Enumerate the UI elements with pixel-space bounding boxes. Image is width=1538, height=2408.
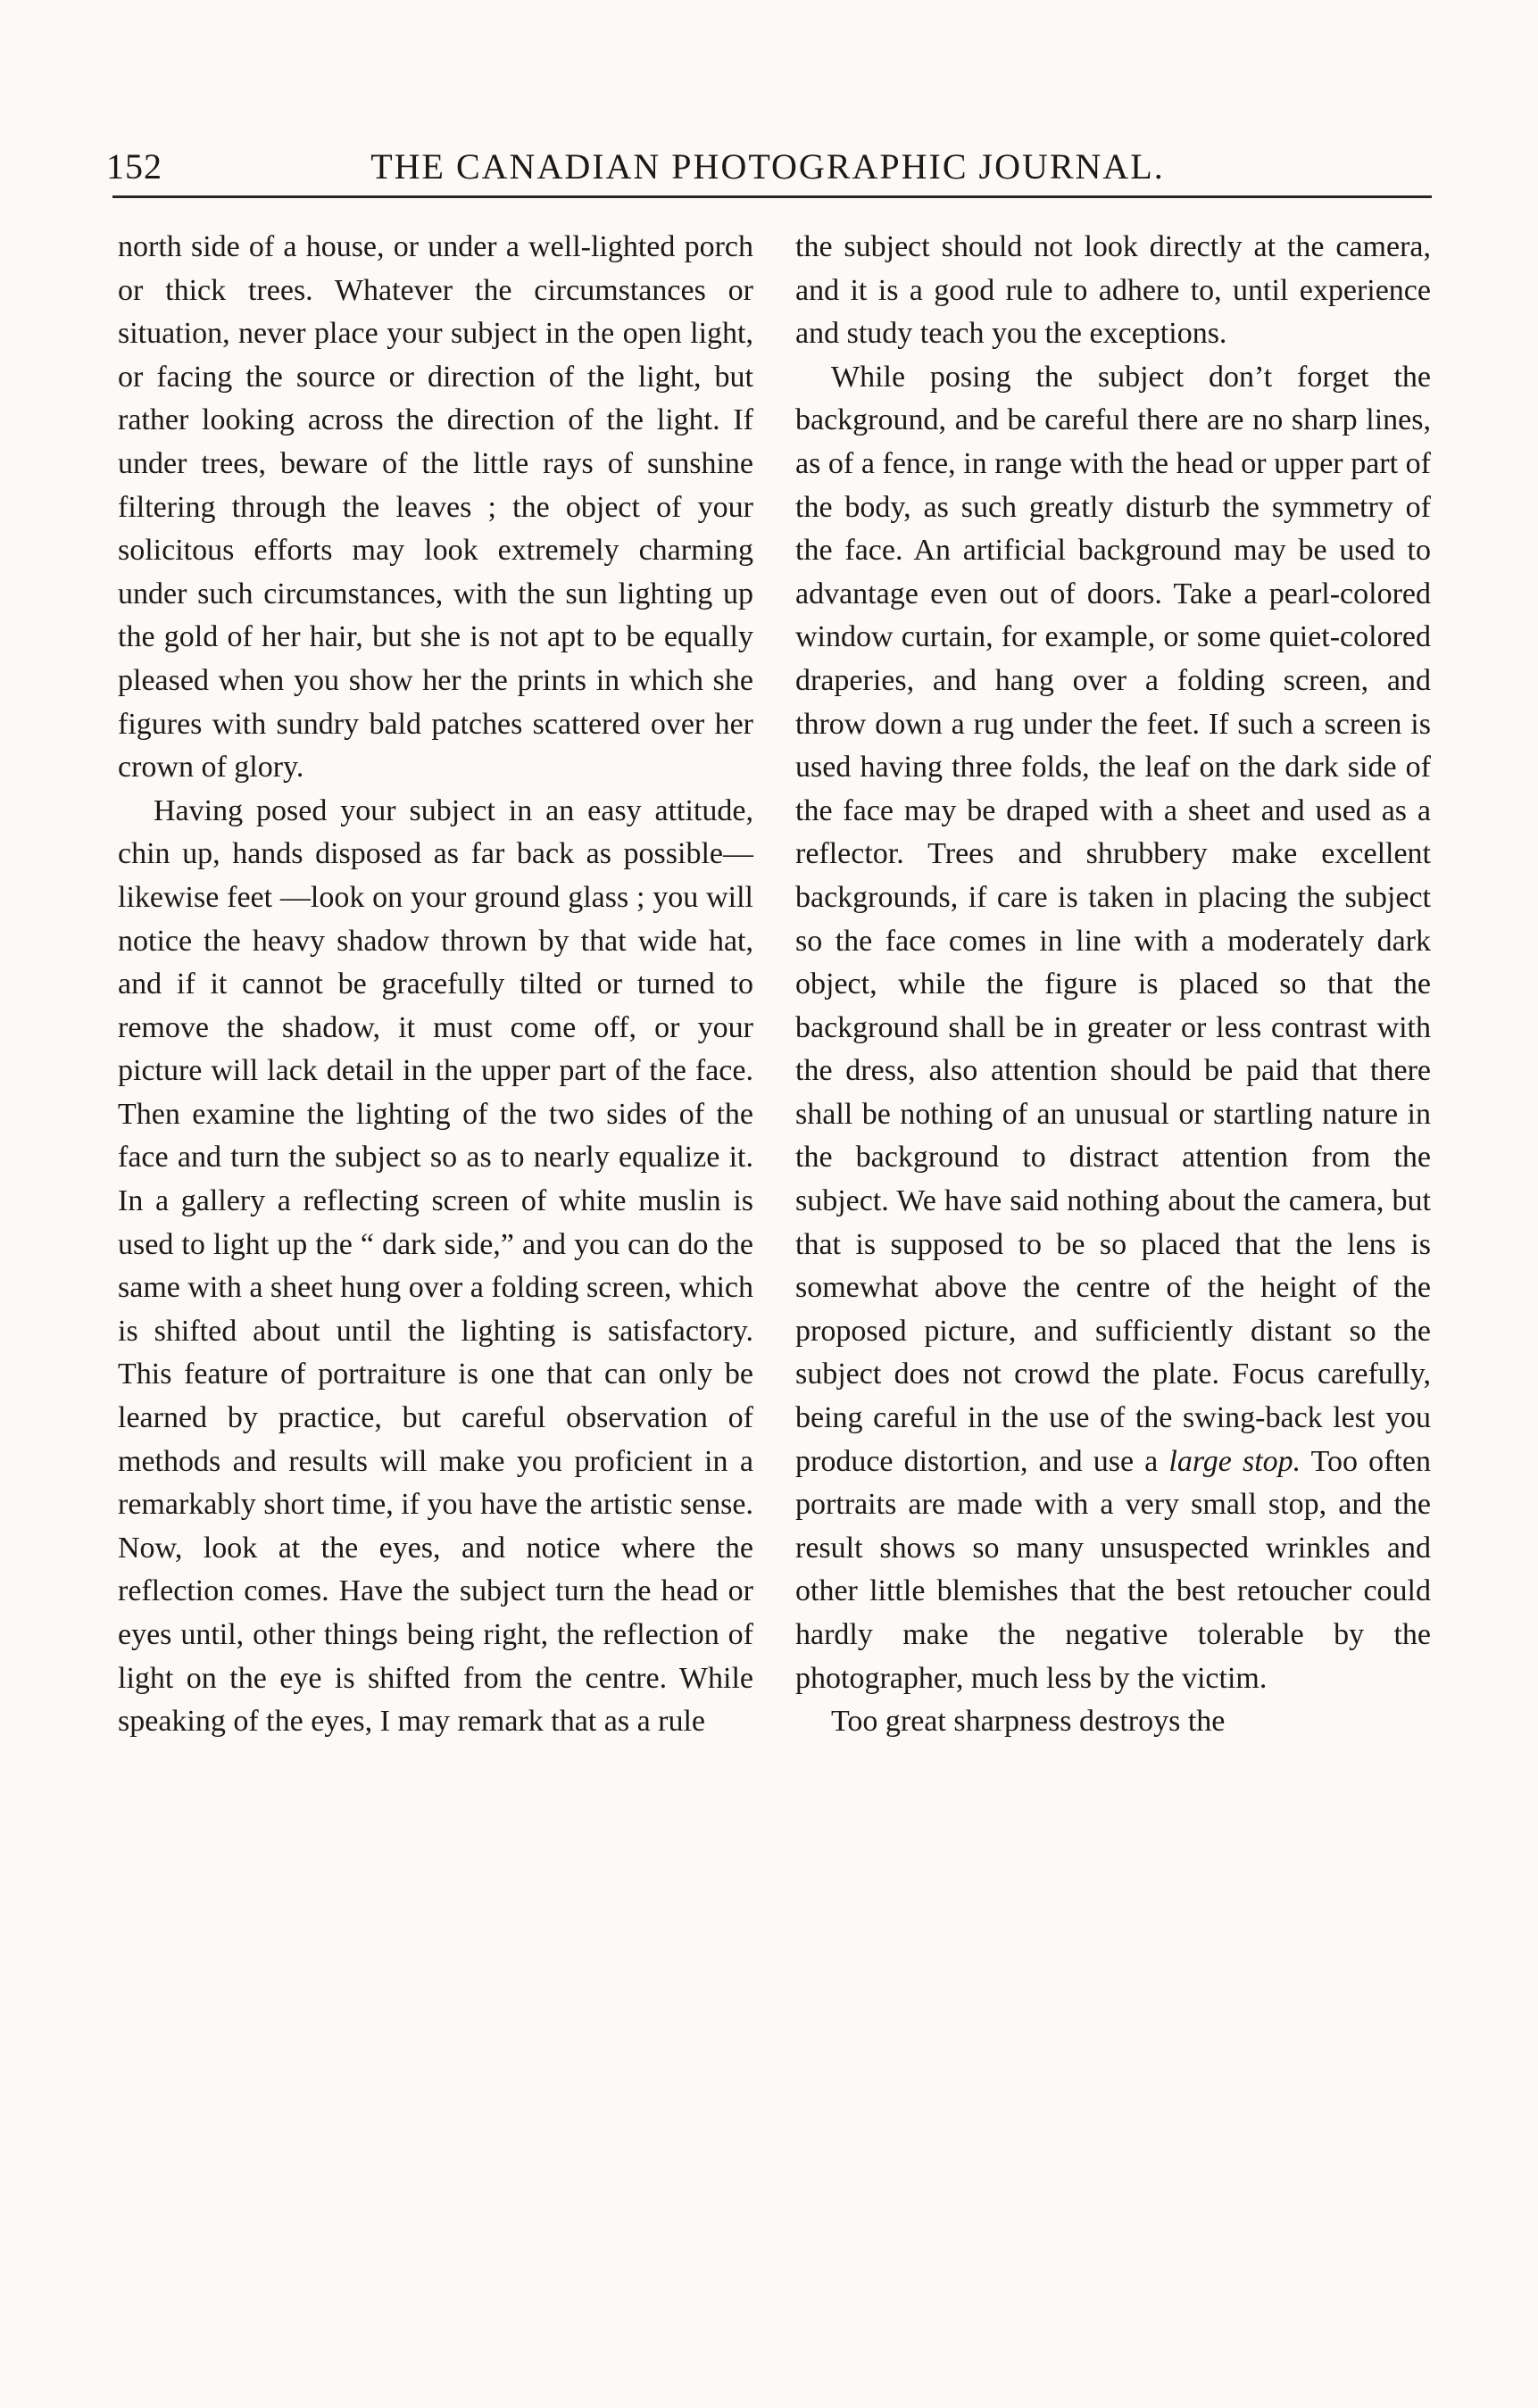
page-number: 152 (106, 146, 162, 187)
left-column (118, 226, 753, 1744)
right-paragraph-1: the subject should not look directly at the camera, and it is a good rule to adhere to, until experience and study teach you the exceptions. (795, 230, 1431, 351)
right-paragraph-3: Too great sharpness destroys the (831, 1705, 1226, 1739)
right-column (795, 226, 1431, 1744)
right-paragraph-2-end: Too often portraits are made with a very small stop, and the result shows so many unsuspected wrinkles and other little blemishes that the best retoucher could hardly make the negative tolerable by the photographer, much less by the victim. (795, 1444, 1432, 1695)
left-paragraph-1: north side of a house, or under a well-lighted porch or thick trees. Whatever the circumstances or situation, never place your subject in the open light, or facing the source or direction of the light, but rather looking across the direction of the light. If under trees, beware of the little rays of sunshine filtering through the leaves ; the object of your solicitous efforts may look extremely charming under such circumstances, with the sun lighting up the gold of her hair, but she is not apt to be equally pleased when you show her the prints in which she figures with sundry bald patches scattered over her crown of glory. (118, 230, 753, 785)
journal-title: THE CANADIAN PHOTOGRAPHIC JOURNAL. (370, 146, 1165, 187)
italic-phrase-large-stop: large stop. (1168, 1444, 1301, 1478)
header-rule (112, 195, 1432, 198)
right-paragraph-2-start: While posing the subject don’t forget the background, and be careful there are no sharp lines, as of a fence, in range with the head or upper part of the body, as such greatly disturb the symmetry of the face. An artificial background may be used to advantage even out of doors. Take a pearl-colored window curtain, for example, or some quiet-colored draperies, and hang over a folding screen, and throw down a rug under the feet. If such a screen is used having three folds, the leaf on the dark side of the face may be draped with a sheet and used as a reflector. Trees and shrubbery make excellent backgrounds, if care is taken in placing the subject so the face comes in line with a moderately dark object, while the figure is placed so that the background shall be in greater or less contrast with the dress, also attention should be paid that there shall be nothing of an unusual or startling nature in the background to distract attention from the subject. We have said nothing about the camera, but that is supposed to be so placed that the lens is somewhat above the centre of the height of the proposed picture, and sufficiently distant so the subject does not crowd the plate. Focus carefully, being careful in the use of the swing-back lest you produce distortion, and use a (795, 360, 1431, 1478)
left-paragraph-2: Having posed your subject in an easy attitude, chin up, hands disposed as far back as possible—likewise feet —look on your ground glass ; you will notice the heavy shadow thrown by that wide hat, and if it cannot be gracefully tilted or turned to remove the shadow, it must come off, or your picture will lack detail in the upper part of the face. Then examine the lighting of the two sides of the face and turn the subject so as to nearly equalize it. In a gallery a reflecting screen of white muslin is used to light up the “ dark side,” and you can do the same with a sheet hung over a folding screen, which is shifted about until the lighting is satisfactory. This feature of portraiture is one that can only be learned by practice, but careful observation of methods and results will make you proficient in a remarkably short time, if you have the artistic sense. Now, look at the eyes, and notice where the reflection comes. Have the subject turn the head or eyes until, other things being right, the reflection of light on the eye is shifted from the centre. While speaking of the eyes, I may remark that as a rule (118, 793, 753, 1739)
right-paragraph-2 (795, 356, 1431, 1700)
